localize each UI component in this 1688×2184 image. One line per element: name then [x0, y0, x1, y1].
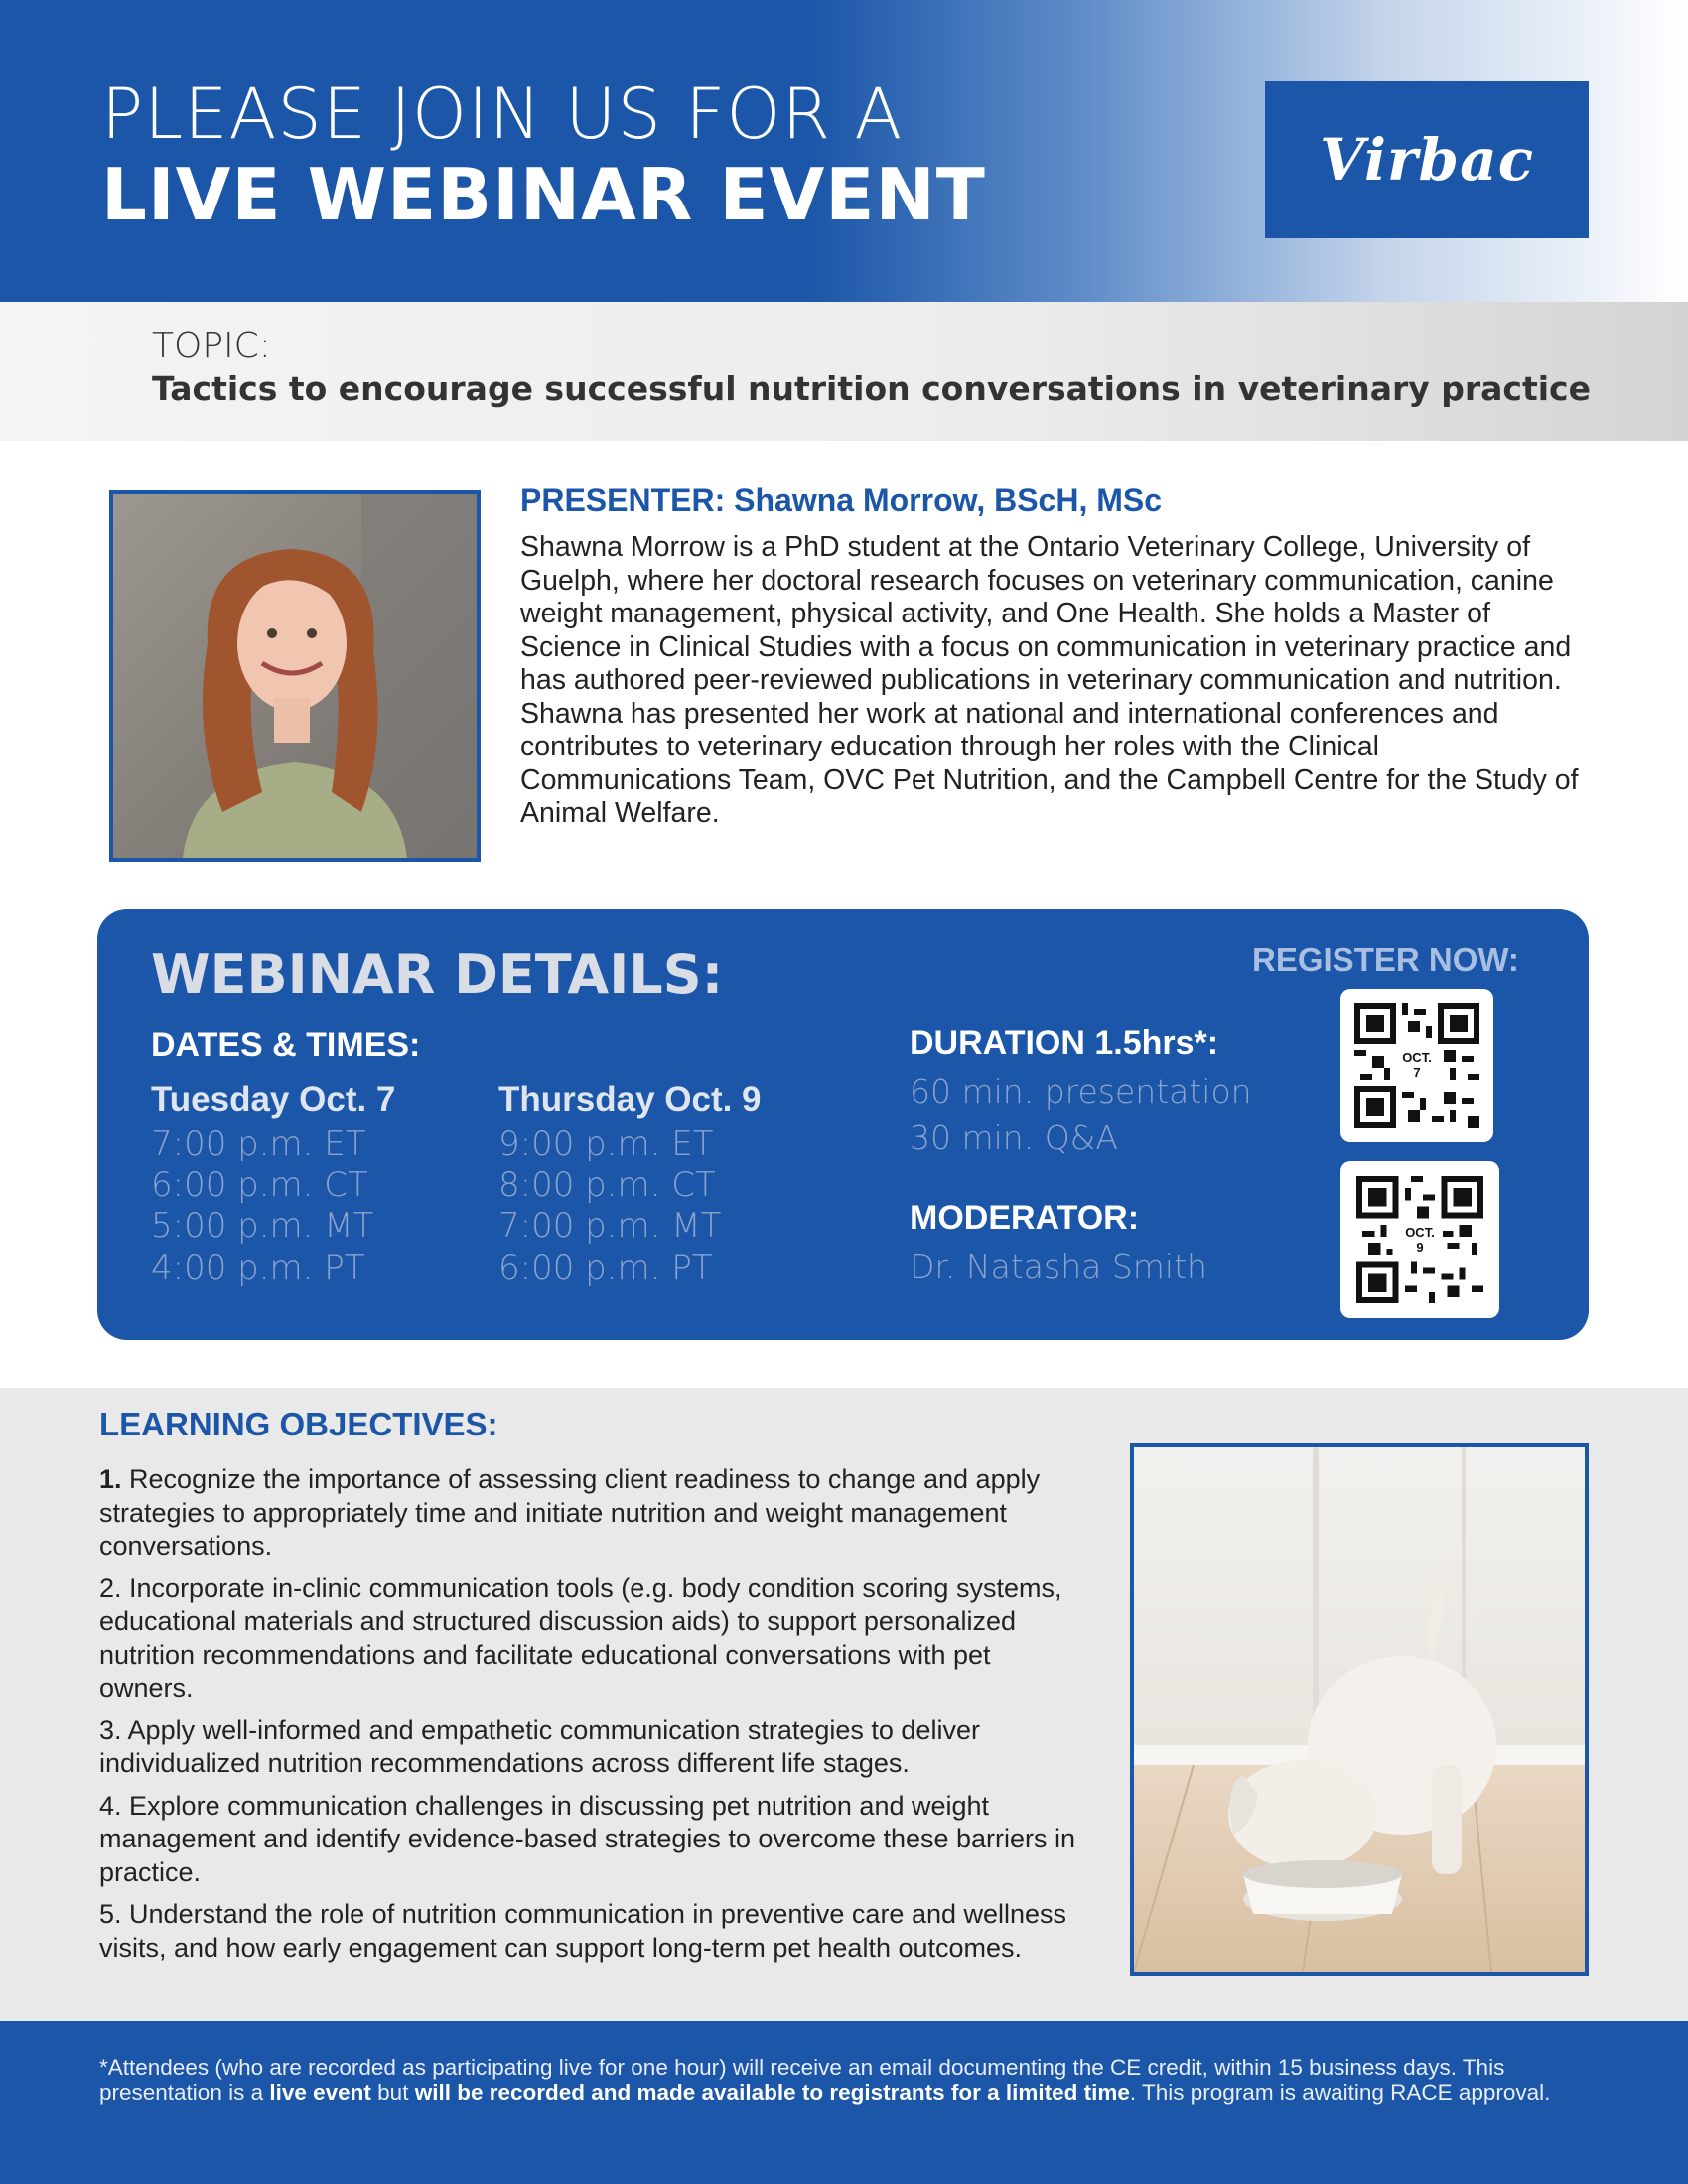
day-name: Tuesday Oct. 7	[151, 1080, 396, 1119]
day-name: Thursday Oct. 9	[498, 1080, 762, 1119]
dog-illustration	[1134, 1447, 1585, 1972]
objective-number: 4.	[99, 1790, 122, 1821]
footer-part-3: . This program is awaiting RACE approval.	[1129, 2080, 1551, 2105]
objective-text: Understand the role of nutrition communication in preventive care and wellness visits, and how early engagement can support long-term pet health outcomes.	[99, 1899, 1067, 1963]
time-mt: 5:00 p.m. MT	[151, 1206, 374, 1246]
qr-tag-day: 7	[1413, 1065, 1421, 1080]
presenter-bio: Shawna Morrow is a PhD student at the Ontario Veterinary College, University of Guelph, where her doctoral research focuses on veterinary communication, canine weight management, physical activity, and One Health. She holds a Master of Science in Clinical Studies with a focus on communication in veterinary practice and has authored peer-reviewed publications in veterinary communication and nutrition. Shawna has presented her work at national and international conferences and contributes to veterinary education through her roles with the Clinical Communications Team, OVC Pet Nutrition, and the Campbell Centre for the Study of Animal Welfare.	[520, 531, 1579, 829]
objective-number: 3.	[99, 1714, 122, 1745]
topic-band	[0, 302, 1688, 441]
presenter-photo	[109, 490, 481, 862]
header-banner	[0, 0, 1688, 302]
objective-item	[99, 1572, 1082, 1706]
dates-times-label: DATES & TIMES:	[151, 1026, 421, 1064]
objective-number: 5.	[99, 1899, 122, 1929]
duration-label: DURATION 1.5hrs*:	[910, 1024, 1219, 1062]
footer-bold-live-event: live event	[269, 2080, 371, 2105]
qr-tag-day: 9	[1416, 1240, 1424, 1255]
header-line-1: PLEASE JOIN US FOR A	[101, 73, 904, 155]
time-ct: 6:00 p.m. CT	[151, 1164, 368, 1205]
objective-item	[99, 1898, 1082, 1965]
time-pt: 6:00 p.m. PT	[498, 1247, 713, 1288]
details-title: WEBINAR DETAILS:	[151, 943, 724, 1006]
footer-text	[99, 2055, 1609, 2105]
presenter-heading: PRESENTER: Shawna Morrow, BScH, MSc	[520, 482, 1163, 518]
qr-tag	[1394, 1048, 1440, 1082]
footer-part-2: but	[370, 2080, 415, 2105]
objective-number: 2.	[99, 1572, 122, 1603]
qr-tag-month: OCT.	[1405, 1225, 1435, 1240]
objective-text: Explore communication challenges in discussing pet nutrition and weight management and identify evidence-based strategies to overcome these barriers in practice.	[99, 1790, 1076, 1887]
objectives-title: LEARNING OBJECTIVES:	[99, 1406, 498, 1442]
webinar-details-panel	[97, 909, 1589, 1340]
duration-qa: 30 min. Q&A	[910, 1118, 1118, 1157]
objectives-list	[99, 1463, 1082, 1974]
logo-text: Virbac	[1319, 126, 1535, 194]
topic-label: TOPIC:	[152, 326, 271, 366]
objective-text: Incorporate in-clinic communication tools (e.g. body condition scoring systems, educational materials and structured discussion aids) to support personalized nutrition recommendations and facilitate educational conversations with pet owners.	[99, 1572, 1062, 1703]
duration-presentation: 60 min. presentation	[910, 1072, 1252, 1111]
virbac-logo	[1265, 81, 1589, 238]
qr-code-oct-7[interactable]	[1340, 989, 1493, 1142]
learning-objectives-section	[0, 1388, 1688, 2021]
objective-item	[99, 1790, 1082, 1890]
objective-item	[99, 1714, 1082, 1781]
moderator-label: MODERATOR:	[910, 1199, 1140, 1237]
dog-eating-photo	[1130, 1443, 1589, 1976]
time-mt: 7:00 p.m. MT	[498, 1206, 722, 1246]
footer-part-1: *Attendees (who are recorded as participating live for one hour) will receive an email documenting the CE credit, within 15 business days. This presentation is a	[99, 2055, 1505, 2105]
objective-number: 1.	[99, 1464, 122, 1494]
qr-tag-month: OCT.	[1402, 1050, 1432, 1065]
time-et: 7:00 p.m. ET	[151, 1124, 366, 1163]
moderator-name: Dr. Natasha Smith	[910, 1247, 1207, 1286]
qr-code-oct-9[interactable]	[1340, 1161, 1499, 1318]
day-column-oct-7	[151, 1080, 395, 1289]
time-ct: 8:00 p.m. CT	[498, 1164, 716, 1205]
time-et: 9:00 p.m. ET	[498, 1124, 714, 1163]
footer-disclaimer	[0, 2021, 1688, 2184]
objective-text: Apply well-informed and empathetic communication strategies to deliver individualized nutrition recommendations across different life stages.	[99, 1714, 980, 1778]
topic-title: Tactics to encourage successful nutrition conversations in veterinary practice	[152, 369, 1592, 408]
day-column-oct-9	[498, 1080, 762, 1289]
objective-item	[99, 1463, 1082, 1564]
header-line-2: LIVE WEBINAR EVENT	[101, 153, 986, 236]
presenter-portrait-illustration	[113, 494, 477, 858]
time-pt: 4:00 p.m. PT	[151, 1247, 365, 1288]
footer-bold-recorded: will be recorded and made available to registrants for a limited time	[414, 2080, 1130, 2105]
qr-tag	[1397, 1223, 1443, 1257]
register-now-label: REGISTER NOW:	[1252, 941, 1519, 978]
objective-text: Recognize the importance of assessing client readiness to change and apply strategies to appropriately time and initiate nutrition and weight management conversations.	[99, 1464, 1041, 1561]
